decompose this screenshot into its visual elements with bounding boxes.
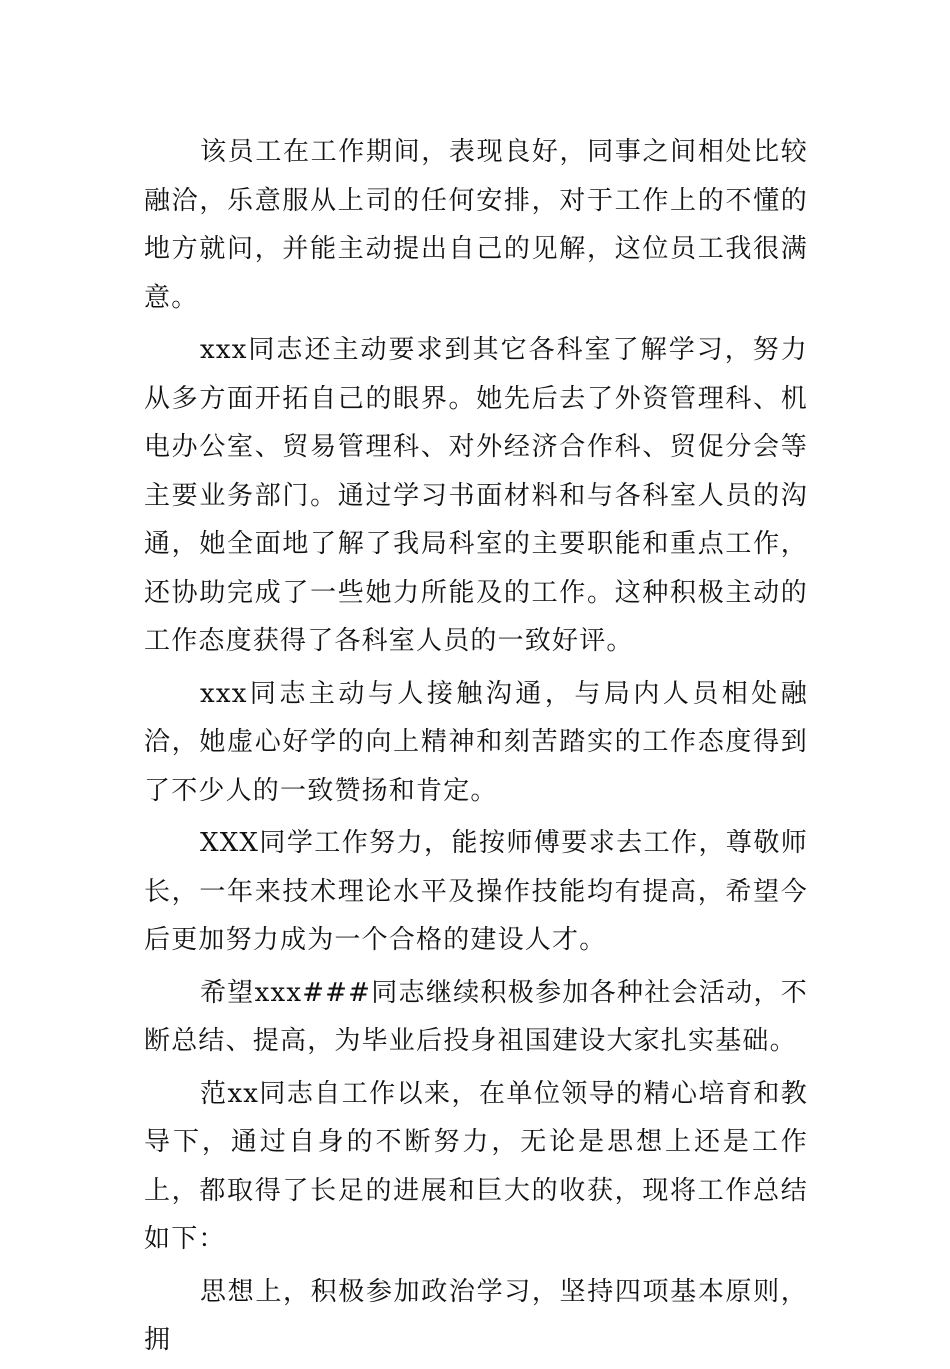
paragraph-4: XXX同学工作努力，能按师傅要求去工作，尊敬师长，一年来技术理论水平及操作技能均有提高，希望今后更加努力成为一个合格的建设人才。 xyxy=(144,828,808,955)
paragraph-5: 希望xxx###同志继续积极参加各种社会活动，不断总结、提高，为毕业后投身祖国建设大家扎实基础。 xyxy=(144,977,808,1056)
paragraph-3: xxx同志主动与人接触沟通，与局内人员相处融洽，她虚心好学的向上精神和刻苦踏实的工作态度得到了不少人的一致赞扬和肯定。 xyxy=(144,678,808,806)
paragraph-2: xxx同志还主动要求到其它各科室了解学习，努力从多方面开拓自己的眼界。她先后去了外资管理科、机电办公室、贸易管理科、对外经济合作科、贸促分会等主要业务部门。通过学习书面材料和与各科室人员的沟通，她全面地了解了我局科室的主要职能和重点工作，还协助完成了一些她力所能及的工作。这种积极主动的工作态度获得了各科室人员的一致好评。 xyxy=(144,335,808,656)
paragraph-1: 该员工在工作期间，表现良好，同事之间相处比较融洽，乐意服从上司的任何安排，对于工作上的不懂的地方就问，并能主动提出自己的见解，这位员工我很满意。 xyxy=(144,137,808,313)
paragraph-6: 范xx同志自工作以来，在单位领导的精心培育和教导下，通过自身的不断努力，无论是思想上还是工作上，都取得了长足的进展和巨大的收获，现将工作总结如下： xyxy=(144,1078,808,1254)
document-body xyxy=(144,128,808,1369)
paragraph-7: 思想上，积极参加政治学习，坚持四项基本原则，拥 xyxy=(144,1276,808,1355)
